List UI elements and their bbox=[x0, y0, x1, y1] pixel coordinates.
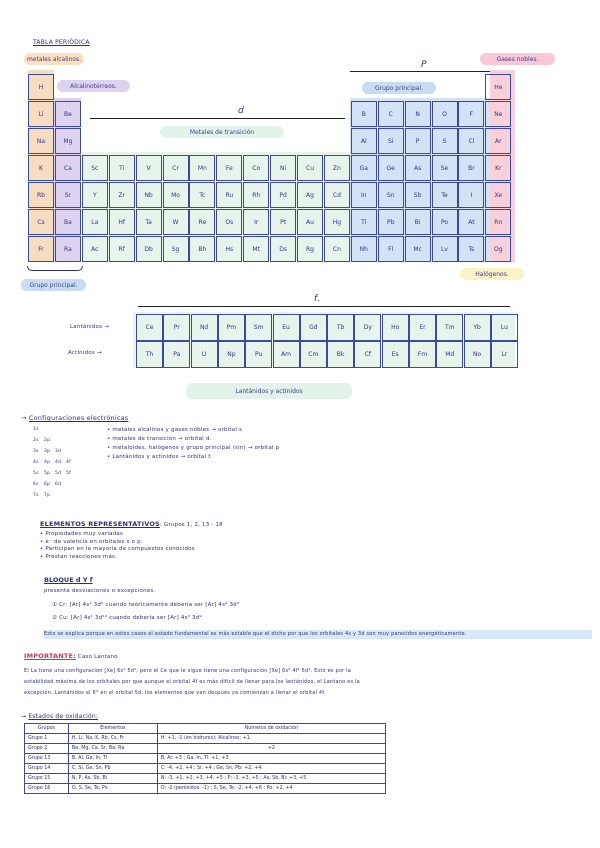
group-cell: Grupo 13 bbox=[25, 754, 69, 764]
arrow-icon: → bbox=[21, 414, 29, 422]
element-cell: Hg bbox=[324, 209, 350, 235]
column-header: Elementos bbox=[68, 724, 157, 734]
orbital-label: 5s bbox=[33, 471, 39, 476]
representativos-bullet: • Propiedades muy variadas bbox=[40, 531, 124, 537]
f-element-cell: No bbox=[464, 341, 491, 368]
importante-line: El La tiene una configuración [Xe] 6s² 5d¹, pero el Ce que le sigue tiene una configuración [Xe] 6s² 4f¹ 5d¹. Esto es por la bbox=[24, 668, 351, 674]
element-cell: Ga bbox=[351, 155, 377, 181]
element-cell: Au bbox=[297, 209, 323, 235]
orbital-label: 5d bbox=[55, 471, 62, 476]
element-cell: Ca bbox=[55, 155, 81, 181]
group-cell: Grupo 1 bbox=[25, 734, 69, 744]
element-cell: Mo bbox=[163, 182, 189, 208]
d-block-letter: d bbox=[238, 106, 244, 116]
element-cell: Bi bbox=[405, 209, 431, 235]
element-cell: Rg bbox=[297, 236, 323, 262]
table-row bbox=[25, 774, 386, 784]
element-cell: Ba bbox=[55, 209, 81, 235]
element-cell: Ar bbox=[485, 128, 511, 154]
group-cell: Grupo 15 bbox=[25, 774, 69, 784]
element-cell: Y bbox=[82, 182, 108, 208]
bloque-title: BLOQUE d Y f bbox=[44, 576, 93, 584]
p-block-letter: P bbox=[421, 60, 427, 70]
f-element-cell: Np bbox=[218, 341, 245, 368]
element-cell: Cd bbox=[324, 182, 350, 208]
label-gases-nobles: Gases nobles. bbox=[480, 53, 555, 65]
config-note: • metales de transición → orbital d. bbox=[107, 436, 212, 442]
element-cell: He bbox=[485, 74, 511, 100]
element-cell: Ag bbox=[297, 182, 323, 208]
element-cell: W bbox=[163, 209, 189, 235]
elements-cell: C, Si, Ge, Sn, Pb bbox=[68, 764, 157, 774]
element-cell: B bbox=[351, 101, 377, 127]
group-cell: Grupo 14 bbox=[25, 764, 69, 774]
group-cell: Grupo 2 bbox=[25, 744, 69, 754]
orbital-label: 7p bbox=[44, 493, 51, 498]
element-cell: Ta bbox=[136, 209, 162, 235]
orbital-label: 6s bbox=[33, 482, 39, 487]
bloque-line-cr: ① Cr: [Ar] 4s¹ 3d⁵ cuando teóricamente debería ser [Ar] 4s² 3d⁴ bbox=[52, 602, 240, 608]
f-element-cell: Ho bbox=[382, 314, 409, 341]
element-cell: Sb bbox=[405, 182, 431, 208]
label-metales-alcalinos: metales alcalinos. bbox=[24, 53, 84, 65]
representativos-heading bbox=[40, 520, 223, 528]
element-cell: Db bbox=[136, 236, 162, 262]
element-cell: Cs bbox=[28, 209, 54, 235]
f-block-letter: f. bbox=[314, 294, 321, 304]
f-element-cell: Cf bbox=[354, 341, 381, 368]
elements-cell: O, S, Se, Te, Po bbox=[68, 784, 157, 794]
label-halogenos: Halógenos. bbox=[460, 268, 524, 280]
element-cell: Si bbox=[378, 128, 404, 154]
orbital-label: 3s bbox=[33, 449, 39, 454]
element-cell: Cn bbox=[324, 236, 350, 262]
element-cell: Ge bbox=[378, 155, 404, 181]
oxidation-title: Estados de oxidación: bbox=[28, 713, 99, 720]
elements-cell: H, Li, Na, K, Rb, Cs, Fr bbox=[68, 734, 157, 744]
f-element-cell: Tb bbox=[327, 314, 354, 341]
representativos-title: ELEMENTOS REPRESENTATIVOS bbox=[40, 520, 160, 528]
element-cell: Mn bbox=[189, 155, 215, 181]
representativos-bullet: • e⁻ de valencia en orbitales s o p. bbox=[40, 538, 143, 545]
element-cell: F bbox=[458, 101, 484, 127]
element-cell: As bbox=[405, 155, 431, 181]
lantanidos-label: Lantánidos → bbox=[70, 324, 109, 330]
oxidation-cell: N: -3, +1, +2, +3, +4, +5 ; P: -3, +3, +5 ; As, Sb, Bi: +3, +5 bbox=[157, 774, 385, 784]
element-cell: Pb bbox=[378, 209, 404, 235]
column-header: Grupos bbox=[25, 724, 69, 734]
element-cell: Ds bbox=[270, 236, 296, 262]
element-cell: V bbox=[136, 155, 162, 181]
element-cell: Bh bbox=[189, 236, 215, 262]
element-cell: Mt bbox=[243, 236, 269, 262]
element-cell: Co bbox=[243, 155, 269, 181]
element-cell: K bbox=[28, 155, 54, 181]
importante-line: estabilidad máxima de los orbitales por que aunque el orbital 4f es más difícil de llenar para los lantánidos, el Lantano es la bbox=[24, 679, 360, 685]
label-metales-transicion: Metales de transición bbox=[160, 126, 284, 138]
orbital-label: 7s bbox=[33, 493, 39, 498]
f-element-cell: Th bbox=[136, 341, 163, 368]
element-cell: Ac bbox=[82, 236, 108, 262]
grupo-principal-brace bbox=[27, 266, 83, 271]
element-cell: I bbox=[458, 182, 484, 208]
f-element-cell: U bbox=[191, 341, 218, 368]
f-element-cell: Sm bbox=[245, 314, 272, 341]
f-element-cell: Pa bbox=[163, 341, 190, 368]
element-cell: Xe bbox=[485, 182, 511, 208]
element-cell: Rf bbox=[109, 236, 135, 262]
table-row bbox=[25, 734, 386, 744]
element-cell: Re bbox=[189, 209, 215, 235]
element-cell: Sn bbox=[378, 182, 404, 208]
bloque-subtitle: presenta desviaciones o excepciones. bbox=[44, 588, 156, 594]
element-cell: In bbox=[351, 182, 377, 208]
element-cell: Be bbox=[55, 101, 81, 127]
representativos-bullet: • Participan en la mayoría de compuestos conocidos bbox=[40, 546, 195, 552]
table-row bbox=[25, 754, 386, 764]
orbital-label: 1s bbox=[33, 427, 39, 432]
orbital-label: 4d bbox=[55, 460, 62, 465]
bloque-line-cu: ② Cu: [Ar] 4s¹ 3d¹⁰ cuando debería ser [Ar] 4s² 3d⁹ bbox=[52, 615, 202, 621]
config-note: • Lantánidos y actínidos → orbital f. bbox=[107, 454, 212, 460]
element-cell: Sr bbox=[55, 182, 81, 208]
element-cell: Cl bbox=[458, 128, 484, 154]
f-element-cell: Cm bbox=[300, 341, 327, 368]
importante-line: excepción. Lantánidos el 6° en el orbital 5d, los elementos que van después ya comienzan a llenar el orbital 4f. bbox=[24, 690, 326, 696]
f-element-cell: Pu bbox=[245, 341, 272, 368]
element-cell: Rb bbox=[28, 182, 54, 208]
element-cell: Kr bbox=[485, 155, 511, 181]
element-cell: C bbox=[378, 101, 404, 127]
element-cell: Zr bbox=[109, 182, 135, 208]
config-title-text: Configuraciones electrónicas bbox=[28, 414, 129, 422]
orbital-label: 4p bbox=[44, 460, 51, 465]
table-row bbox=[25, 784, 386, 794]
element-cell: Ti bbox=[109, 155, 135, 181]
f-element-cell: Tm bbox=[436, 314, 463, 341]
f-element-cell: Am bbox=[273, 341, 300, 368]
page-title: TABLA PERIÓDICA bbox=[33, 39, 90, 46]
config-title bbox=[21, 414, 128, 422]
element-cell: At bbox=[458, 209, 484, 235]
table-header-row bbox=[25, 724, 386, 734]
oxidation-table bbox=[24, 723, 386, 794]
element-cell: P bbox=[405, 128, 431, 154]
element-cell: Al bbox=[351, 128, 377, 154]
oxidation-cell: +2 bbox=[157, 744, 385, 754]
f-element-cell: Lu bbox=[491, 314, 518, 341]
f-element-cell: Fm bbox=[409, 341, 436, 368]
f-element-cell: Bk bbox=[327, 341, 354, 368]
orbital-label: 2p bbox=[44, 438, 51, 443]
group-cell: Grupo 16 bbox=[25, 784, 69, 794]
orbital-label: 6p bbox=[44, 482, 51, 487]
element-cell: Mg bbox=[55, 128, 81, 154]
arrow-icon: → bbox=[21, 713, 29, 720]
representativos-groups: : Grupos 1, 2, 13 - 18 bbox=[159, 522, 223, 528]
importante-case: Caso Lantano bbox=[77, 654, 118, 660]
f-element-cell: Eu bbox=[273, 314, 300, 341]
element-cell: Na bbox=[28, 128, 54, 154]
table-row bbox=[25, 764, 386, 774]
representativos-bullet: • Prestan reacciones más. bbox=[40, 553, 118, 560]
element-cell: Fl bbox=[378, 236, 404, 262]
element-cell: Ra bbox=[55, 236, 81, 262]
element-cell: Tl bbox=[351, 209, 377, 235]
element-cell: Sc bbox=[82, 155, 108, 181]
orbital-label: 6d bbox=[55, 482, 62, 487]
oxidation-cell: O: -2 (peróxidos: -1) ; S, Se, Te: -2, +4, +6 ; Po: +2, +4 bbox=[157, 784, 385, 794]
f-block-line bbox=[138, 306, 510, 307]
orbital-label: 5p bbox=[44, 471, 51, 476]
element-cell: Ts bbox=[458, 236, 484, 262]
element-cell: Tc bbox=[189, 182, 215, 208]
element-cell: Ir bbox=[243, 209, 269, 235]
f-element-cell: Er bbox=[409, 314, 436, 341]
orbital-label: 3d bbox=[55, 449, 62, 454]
element-cell: Po bbox=[432, 209, 458, 235]
element-cell: Pt bbox=[270, 209, 296, 235]
element-cell: Cu bbox=[297, 155, 323, 181]
actinidos-label: Actínidos → bbox=[68, 350, 102, 356]
element-cell: Ni bbox=[270, 155, 296, 181]
element-cell: Og bbox=[485, 236, 511, 262]
element-cell: Fr bbox=[28, 236, 54, 262]
f-element-cell: Pr bbox=[163, 314, 190, 341]
element-cell: N bbox=[405, 101, 431, 127]
label-grupo-principal-top: Grupo principal. bbox=[362, 82, 436, 94]
importante-heading bbox=[24, 652, 118, 660]
element-cell: Te bbox=[432, 182, 458, 208]
element-cell: H bbox=[28, 74, 54, 100]
elements-cell: B, Al, Ga, In, Tl bbox=[68, 754, 157, 764]
elements-cell: N, P, As, Sb, Bi bbox=[68, 774, 157, 784]
f-element-cell: Yb bbox=[464, 314, 491, 341]
label-lantanidos-actinidos: Lantánidos y actínidos bbox=[186, 383, 352, 399]
d-block-line bbox=[90, 118, 345, 119]
orbital-label: 2s bbox=[33, 438, 39, 443]
element-cell: Se bbox=[432, 155, 458, 181]
element-cell: Fe bbox=[216, 155, 242, 181]
orbital-label: 3p bbox=[44, 449, 51, 454]
config-notes bbox=[107, 426, 279, 462]
f-element-cell: Md bbox=[436, 341, 463, 368]
table-row bbox=[25, 744, 386, 754]
element-cell: La bbox=[82, 209, 108, 235]
orbital-label: 5f bbox=[66, 471, 71, 476]
importante-title: IMPORTANTE: bbox=[24, 652, 76, 660]
oxidation-cell: B, Al: +3 ; Ga, In, Tl: +1, +3 bbox=[157, 754, 385, 764]
element-cell: Rh bbox=[243, 182, 269, 208]
p-block-line bbox=[350, 71, 490, 72]
element-cell: Pd bbox=[270, 182, 296, 208]
f-element-cell: Pm bbox=[218, 314, 245, 341]
column-header: Números de oxidación bbox=[157, 724, 385, 734]
element-cell: S bbox=[432, 128, 458, 154]
element-cell: Ru bbox=[216, 182, 242, 208]
element-cell: Hs bbox=[216, 236, 242, 262]
label-grupo-principal-left: Grupo principal. bbox=[21, 279, 86, 291]
element-cell: Mc bbox=[405, 236, 431, 262]
elements-cell: Be, Mg, Ca, Sr, Ba, Ra bbox=[68, 744, 157, 754]
f-element-cell: Es bbox=[382, 341, 409, 368]
element-cell: Hf bbox=[109, 209, 135, 235]
element-cell: Zn bbox=[324, 155, 350, 181]
element-cell: Cr bbox=[163, 155, 189, 181]
element-cell: Br bbox=[458, 155, 484, 181]
orbital-label: 4s bbox=[33, 460, 39, 465]
oxidation-heading bbox=[21, 713, 98, 720]
importante-text bbox=[24, 666, 360, 699]
f-element-cell: Gd bbox=[300, 314, 327, 341]
f-element-cell: Nd bbox=[191, 314, 218, 341]
bloque-note: Esto se explica porque en estos casos el estado fundamental es más estable que el dicho por que los orbitales 4s y 3d son muy parecidos energéticamente. bbox=[44, 630, 592, 639]
element-cell: Rn bbox=[485, 209, 511, 235]
representativos-list bbox=[40, 531, 195, 561]
orbital-label: 4f bbox=[66, 460, 71, 465]
label-alcalinoterreos: Alcalinotérreos. bbox=[57, 80, 130, 92]
element-cell: Li bbox=[28, 101, 54, 127]
element-cell: Nh bbox=[351, 236, 377, 262]
element-cell: Ne bbox=[485, 101, 511, 127]
f-element-cell: Lr bbox=[491, 341, 518, 368]
element-cell: Os bbox=[216, 209, 242, 235]
oxidation-cell: H: +1, -1 (en hidruros); Alcalinos: +1. bbox=[157, 734, 385, 744]
config-note: • metales alcalinos y gases nobles → orbital s bbox=[107, 427, 243, 433]
config-note: • metaloides, halógenos y grupo principal (sin) → orbital p bbox=[107, 445, 280, 451]
f-element-cell: Ce bbox=[136, 314, 163, 341]
element-cell: Sg bbox=[163, 236, 189, 262]
element-cell: Lv bbox=[432, 236, 458, 262]
element-cell: O bbox=[432, 101, 458, 127]
element-cell: Nb bbox=[136, 182, 162, 208]
oxidation-cell: C: -4, +2, +4 ; Si: +4 ; Ge, Sn, Pb: +2, +4. bbox=[157, 764, 385, 774]
f-element-cell: Dy bbox=[354, 314, 381, 341]
